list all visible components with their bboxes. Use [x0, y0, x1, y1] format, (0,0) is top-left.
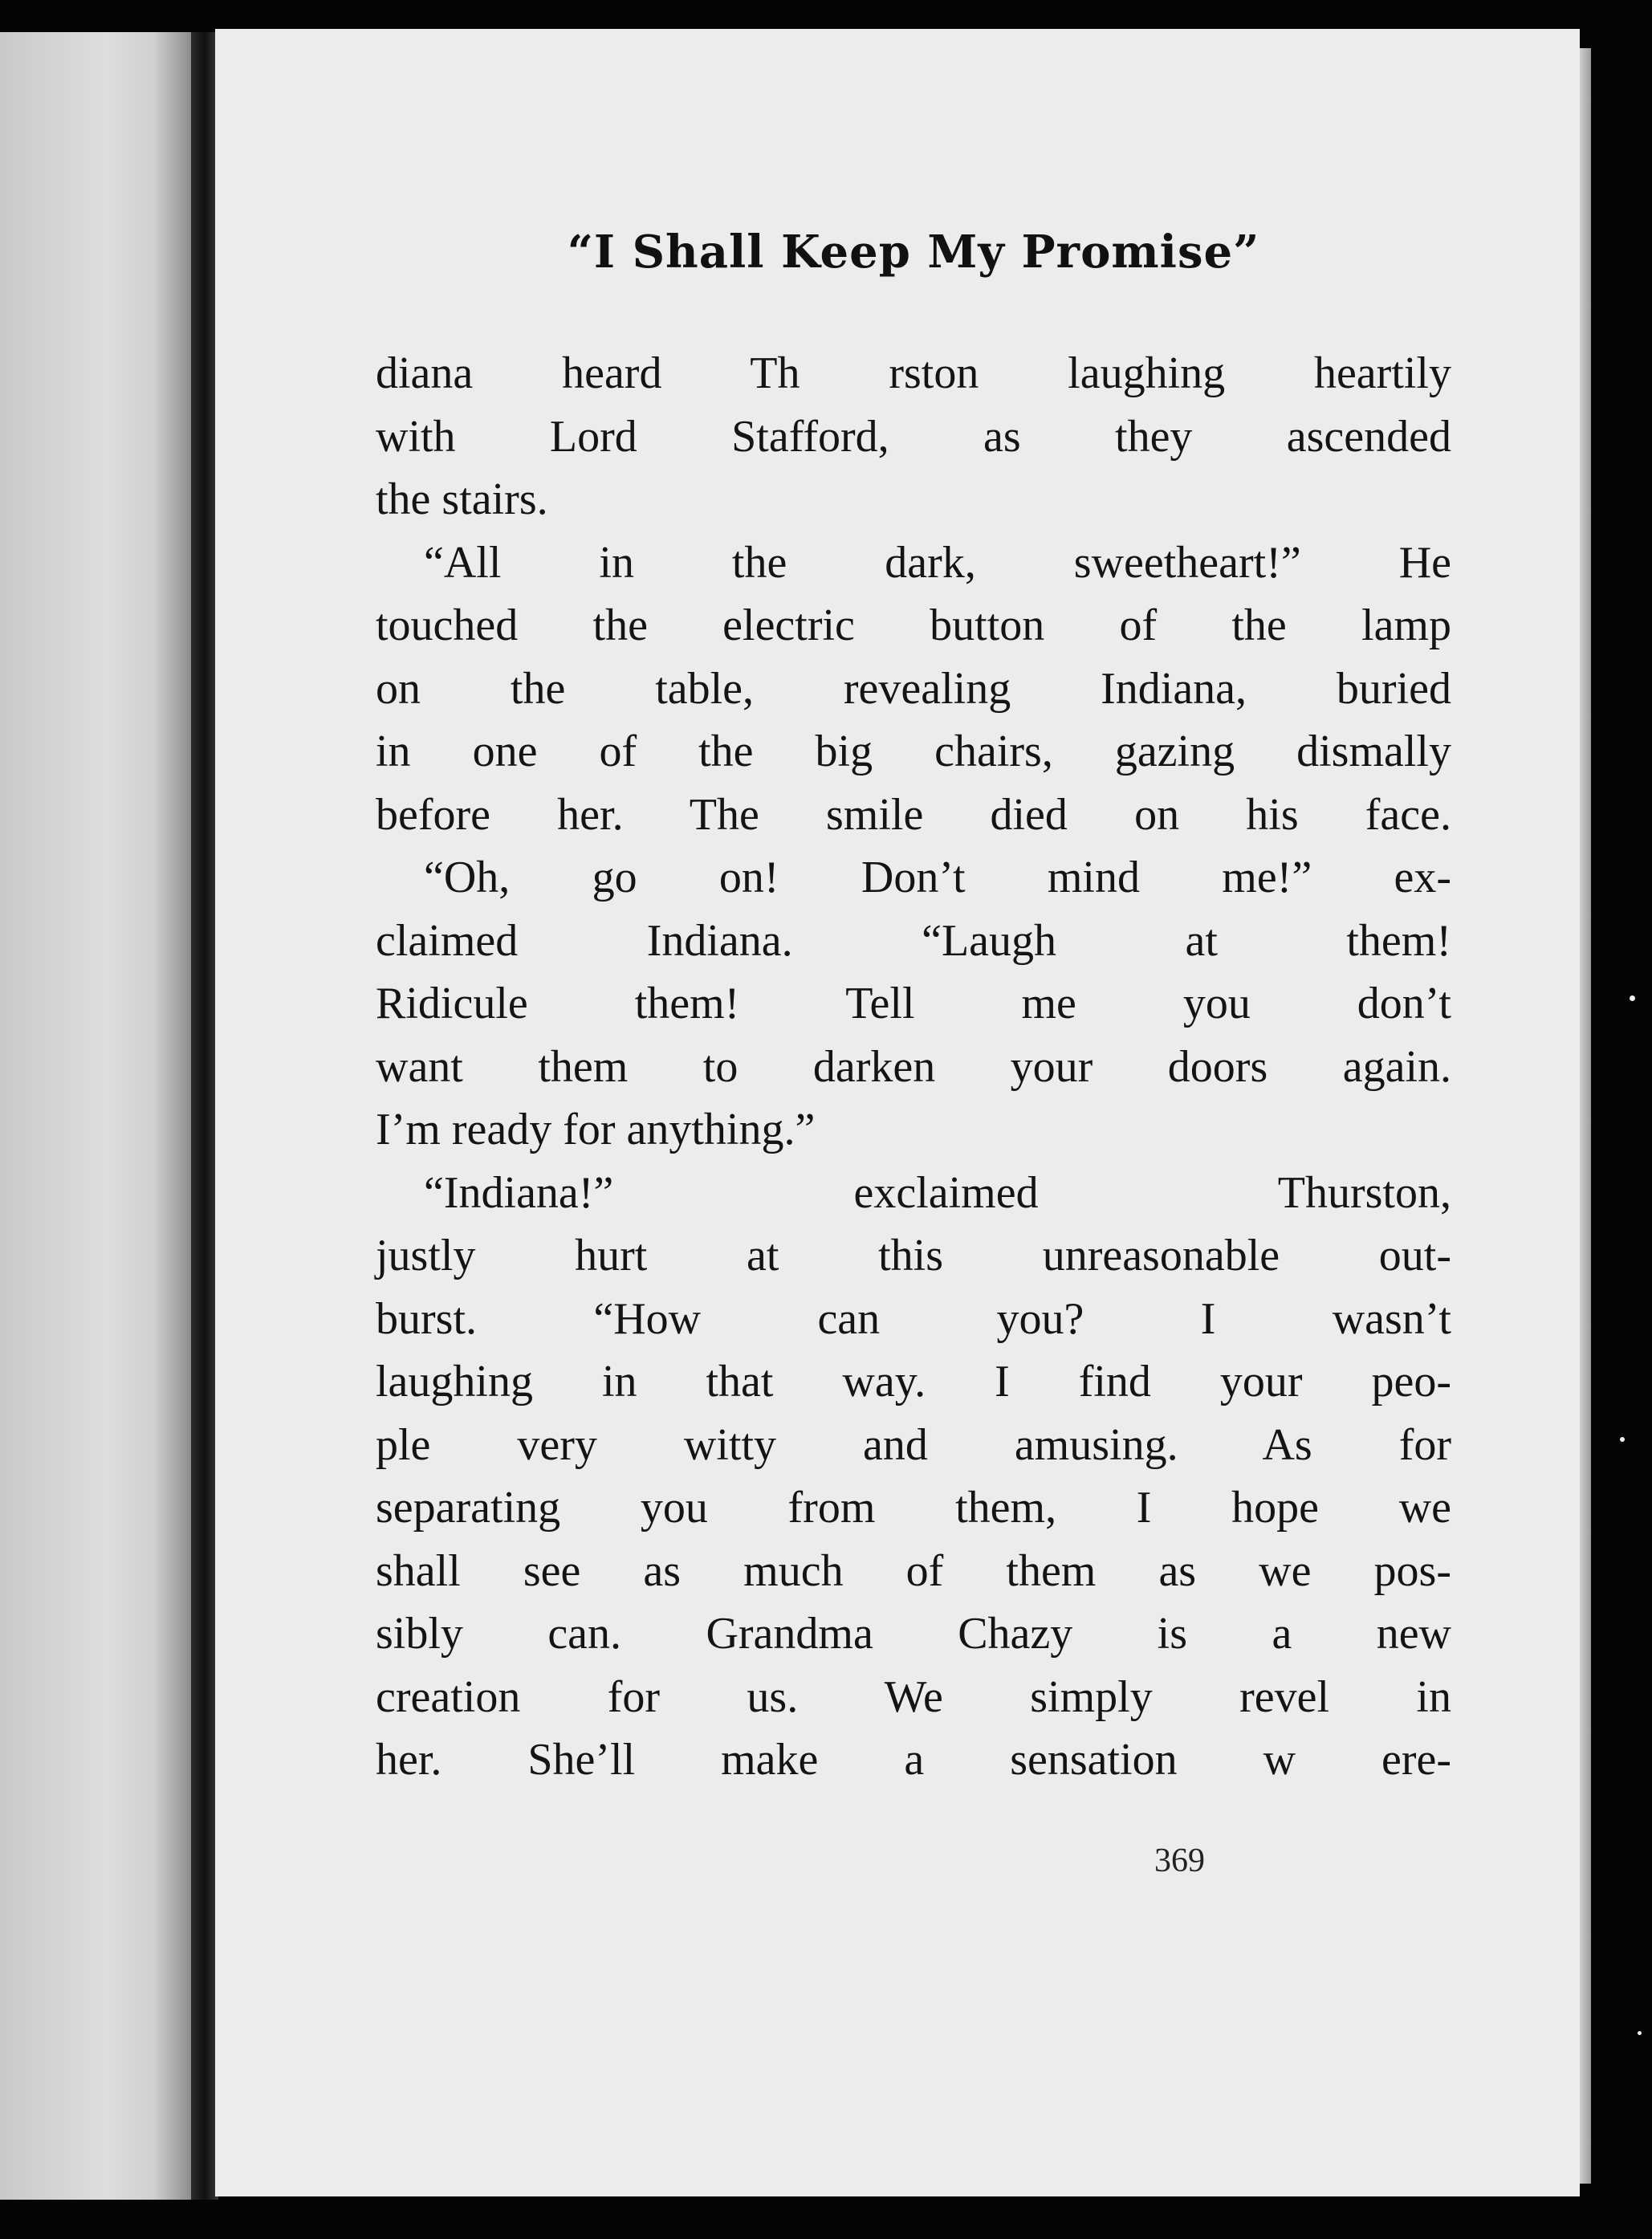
text-line: in one of the big chairs, gazing dismally: [376, 727, 1451, 776]
page-stack-edge: [1580, 48, 1591, 2184]
page-number: 369: [1154, 1842, 1205, 1879]
text-line: creation for us. We simply revel in: [376, 1671, 1451, 1722]
text-line: separating you from them, I hope we: [376, 1483, 1451, 1533]
text-line: her. She’ll make a sensation w ere-: [376, 1735, 1451, 1785]
text-line: touched the electric button of the lamp: [376, 600, 1451, 650]
book-page: [215, 29, 1580, 2196]
text-line: ple very witty and amusing. As for: [376, 1419, 1451, 1470]
text-line: laughing in that way. I find your peo-: [376, 1357, 1451, 1406]
scan-speck: [1630, 995, 1635, 1001]
page-body: [376, 342, 1451, 1792]
text-line: diana heard Th rston laughing heartily: [376, 348, 1451, 398]
book-gutter: [191, 32, 218, 2200]
text-line: with Lord Stafford, as they ascended: [376, 411, 1451, 462]
text-line: Ridicule them! Tell me you don’t: [376, 979, 1451, 1028]
text-line: sibly can. Grandma Chazy is a new: [376, 1609, 1451, 1659]
text-line: want them to darken your doors again.: [376, 1041, 1451, 1092]
text-line: burst. “How can you? I wasn’t: [376, 1293, 1451, 1344]
text-line: “All in the dark, sweetheart!” He: [424, 537, 1451, 588]
text-line: “Indiana!” exclaimed Thurston,: [424, 1167, 1451, 1218]
text-line: before her. The smile died on his face.: [376, 789, 1451, 840]
text-line: the stairs.: [376, 474, 548, 524]
scan-speck: [1638, 2031, 1642, 2035]
text-line: shall see as much of them as we pos-: [376, 1545, 1451, 1596]
text-line: justly hurt at this unreasonable out-: [376, 1231, 1451, 1280]
text-line: “Oh, go on! Don’t mind me!” ex-: [424, 853, 1451, 902]
running-header: “I Shall Keep My Promise”: [567, 226, 1260, 279]
text-line: claimed Indiana. “Laugh at them!: [376, 915, 1451, 966]
text-line: on the table, revealing Indiana, buried: [376, 663, 1451, 714]
scan-speck: [1620, 1437, 1625, 1442]
facing-page-edge: [0, 32, 193, 2200]
text-line: I’m ready for anything.”: [376, 1105, 816, 1154]
